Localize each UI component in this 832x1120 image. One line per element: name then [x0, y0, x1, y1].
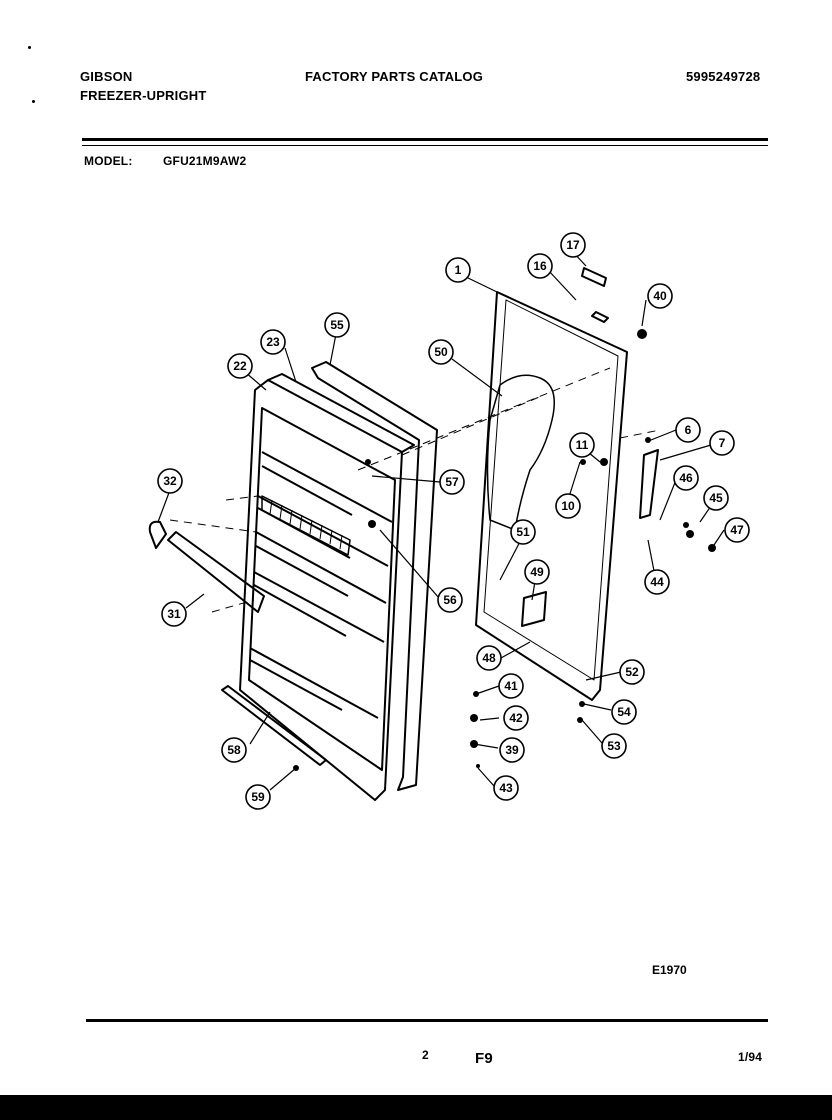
page-number: 2: [422, 1048, 429, 1062]
callout-43: 43: [499, 781, 513, 795]
callout-57: 57: [445, 475, 459, 489]
section-code: F9: [475, 1050, 493, 1067]
callout-55: 55: [330, 318, 344, 332]
callout-31: 31: [167, 607, 181, 621]
callout-44: 44: [650, 575, 664, 589]
callout-17: 17: [566, 238, 580, 252]
product-label: FREEZER-UPRIGHT: [80, 88, 207, 103]
callout-45: 45: [709, 491, 723, 505]
model-value: GFU21M9AW2: [163, 154, 247, 168]
callout-50: 50: [434, 345, 448, 359]
callout-6: 6: [684, 423, 692, 437]
callout-42: 42: [509, 711, 523, 725]
callout-52: 52: [625, 665, 639, 679]
callout-59: 59: [251, 790, 265, 804]
callout-7: 7: [718, 436, 726, 450]
callout-10: 10: [561, 499, 575, 513]
callout-41: 41: [504, 679, 518, 693]
callout-58: 58: [227, 743, 241, 757]
model-label: MODEL:: [84, 154, 133, 168]
door-handle: [168, 532, 264, 612]
cabinet-panel: [476, 292, 627, 700]
callout-48: 48: [482, 651, 496, 665]
footer-rule: [86, 1019, 768, 1022]
diagram-code: E1970: [652, 963, 687, 977]
callout-23: 23: [266, 335, 280, 349]
insulation: [488, 375, 555, 530]
callout-49: 49: [530, 565, 544, 579]
callout-40: 40: [653, 289, 667, 303]
door-gasket: [312, 362, 437, 790]
callout-1: 1: [454, 263, 462, 277]
catalog-number: 5995249728: [686, 69, 761, 84]
callout-47: 47: [730, 523, 744, 537]
revision-date: 1/94: [738, 1050, 763, 1064]
callout-54: 54: [617, 705, 631, 719]
callout-51: 51: [516, 525, 530, 539]
callout-46: 46: [679, 471, 693, 485]
callout-32: 32: [163, 474, 177, 488]
callout-11: 11: [575, 438, 589, 452]
callout-53: 53: [607, 739, 621, 753]
scan-edge: [0, 1095, 832, 1120]
callout-39: 39: [505, 743, 519, 757]
callout-56: 56: [443, 593, 457, 607]
catalog-title: FACTORY PARTS CATALOG: [305, 69, 484, 84]
callout-16: 16: [533, 259, 547, 273]
callout-22: 22: [233, 359, 247, 373]
brand-label: GIBSON: [80, 69, 133, 84]
